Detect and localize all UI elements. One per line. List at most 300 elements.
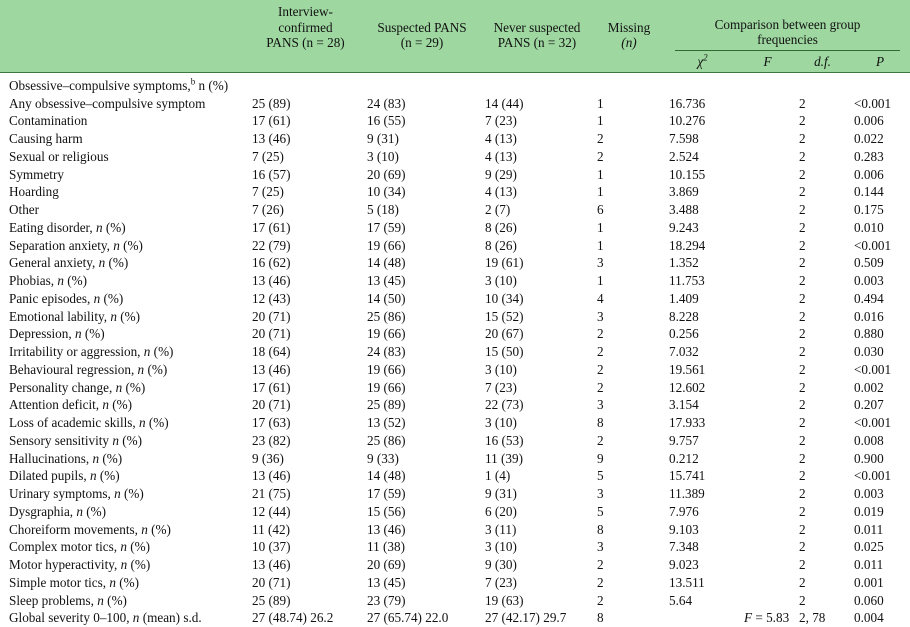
- row-label: Separation anxiety, n (%): [9, 237, 143, 253]
- row-f-value: [740, 379, 795, 397]
- row-df-value: 2: [799, 148, 806, 164]
- table-row: [0, 219, 910, 237]
- row-label: Hallucinations, n (%): [9, 450, 123, 466]
- row-f-value: [740, 574, 795, 592]
- row-group2-value: 20 (69): [367, 557, 406, 573]
- row-group3-value: 2 (7): [485, 202, 511, 218]
- row-group2-value: 19 (66): [367, 379, 406, 395]
- row-group2-value: 25 (89): [367, 397, 406, 413]
- row-group1-value: 18 (64): [252, 344, 291, 360]
- row-group3-value: 16 (53): [485, 432, 524, 448]
- row-p-value: <0.001: [854, 95, 892, 111]
- row-df-value: 2: [799, 521, 806, 537]
- row-group1-value: 17 (61): [252, 113, 291, 129]
- header-sub-blank1: [0, 53, 248, 73]
- row-group1-value: 22 (79): [252, 237, 291, 253]
- row-df-value: 2: [799, 308, 806, 324]
- row-group1-value: 27 (48.74) 26.2: [252, 610, 334, 626]
- table-row: [0, 485, 910, 503]
- row-label: Hoarding: [9, 184, 59, 200]
- row-label: Behavioural regression, n (%): [9, 361, 168, 377]
- row-df-value: 2: [799, 468, 806, 484]
- row-df-value: 2, 78: [799, 610, 826, 626]
- row-f-value: [740, 521, 795, 539]
- table-row: [0, 308, 910, 326]
- row-missing-value: 8: [597, 521, 604, 537]
- row-p-value: [850, 72, 910, 94]
- row-group1-value: 17 (63): [252, 415, 291, 431]
- row-group1-value: 17 (61): [252, 219, 291, 235]
- row-df-value: 2: [799, 486, 806, 502]
- row-group1-value: 13 (46): [252, 131, 291, 147]
- row-f-value: [740, 325, 795, 343]
- row-missing-value: 2: [597, 557, 604, 573]
- row-df-value: 2: [799, 450, 806, 466]
- row-df-value: 2: [799, 503, 806, 519]
- row-f-value: [740, 396, 795, 414]
- row-f-value: [740, 219, 795, 237]
- row-df-value: 2: [799, 574, 806, 590]
- row-label: Other: [9, 202, 40, 218]
- row-group3-value: 4 (13): [485, 184, 517, 200]
- table-row: [0, 290, 910, 308]
- row-group2-value: 9 (31): [367, 131, 399, 147]
- row-p-value: 0.003: [854, 486, 884, 502]
- header-group2: Suspected PANS (n = 29): [363, 0, 481, 53]
- table-row: [0, 414, 910, 432]
- row-group2-value: 14 (48): [367, 468, 406, 484]
- row-df-value: 2: [799, 184, 806, 200]
- row-p-value: 0.006: [854, 166, 884, 182]
- row-group1-value: 12 (43): [252, 290, 291, 306]
- header-sub-blank5: [593, 53, 665, 73]
- row-group1-value: 7 (26): [252, 202, 284, 218]
- table-row: [0, 148, 910, 166]
- row-missing-value: 5: [597, 468, 604, 484]
- row-missing-value: 2: [597, 592, 604, 608]
- row-missing-value: 2: [597, 574, 604, 590]
- row-group3-value: [481, 72, 593, 94]
- row-label: Personality change, n (%): [9, 379, 146, 395]
- row-label: Sleep problems, n (%): [9, 592, 127, 608]
- row-missing-value: 1: [597, 219, 604, 235]
- row-group3-value: 1 (4): [485, 468, 511, 484]
- row-missing-value: 6: [597, 202, 604, 218]
- row-p-value: 0.019: [854, 503, 884, 519]
- row-label: Any obsessive–compulsive symptom: [9, 95, 206, 111]
- row-group2-value: 19 (66): [367, 326, 406, 342]
- row-group3-value: 4 (13): [485, 148, 517, 164]
- row-p-value: 0.030: [854, 344, 884, 360]
- row-p-value: 0.060: [854, 592, 884, 608]
- row-f-value: [740, 183, 795, 201]
- row-label: Depression, n (%): [9, 326, 105, 342]
- table-row: [0, 432, 910, 450]
- row-p-value: 0.016: [854, 308, 884, 324]
- table-row: [0, 130, 910, 148]
- row-chi-value: 11.389: [669, 486, 705, 502]
- row-group2-value: 5 (18): [367, 202, 399, 218]
- row-group1-value: 25 (89): [252, 592, 291, 608]
- header-group1: Interview-confirmed PANS (n = 28): [248, 0, 363, 53]
- row-group2-value: 13 (46): [367, 521, 406, 537]
- row-group2-value: 27 (65.74) 22.0: [367, 610, 449, 626]
- row-missing-value: 2: [597, 361, 604, 377]
- row-f-value: [740, 503, 795, 521]
- row-label: Simple motor tics, n (%): [9, 574, 140, 590]
- row-group1-value: 13 (46): [252, 361, 291, 377]
- row-df-value: 2: [799, 113, 806, 129]
- header-label-col: [0, 0, 248, 53]
- row-f-value: [740, 201, 795, 219]
- table-row: [0, 343, 910, 361]
- row-missing-value: 1: [597, 95, 604, 111]
- header-f: F: [740, 53, 795, 73]
- row-df-value: 2: [799, 202, 806, 218]
- row-missing-value: 5: [597, 503, 604, 519]
- table-row: [0, 237, 910, 255]
- row-group3-value: 22 (73): [485, 397, 524, 413]
- row-chi-value: 17.933: [669, 415, 706, 431]
- row-f-value: [740, 254, 795, 272]
- row-df-value: 2: [799, 557, 806, 573]
- row-p-value: 0.175: [854, 202, 884, 218]
- row-chi-value: 0.256: [669, 326, 699, 342]
- row-group3-value: 7 (23): [485, 379, 517, 395]
- row-chi-value: 18.294: [669, 237, 706, 253]
- table-row: [0, 556, 910, 574]
- row-df-value: 2: [799, 273, 806, 289]
- row-chi-value: 19.561: [669, 361, 706, 377]
- row-df-value: 2: [799, 397, 806, 413]
- header-chi-square: $\chi^2$: [665, 53, 740, 73]
- table-body: [0, 72, 910, 627]
- row-f-value: [740, 290, 795, 308]
- row-chi-value: 5.64: [669, 592, 693, 608]
- row-chi-value: 8.228: [669, 308, 699, 324]
- table-row: [0, 379, 910, 397]
- header-row-sub: [0, 53, 910, 73]
- row-df-value: [795, 72, 850, 94]
- header-sub-blank2: [248, 53, 363, 73]
- row-missing-value: 2: [597, 131, 604, 147]
- row-p-value: 0.207: [854, 397, 884, 413]
- header-p: P: [850, 53, 910, 73]
- row-missing-value: 2: [597, 432, 604, 448]
- row-chi-value: 9.103: [669, 521, 699, 537]
- row-group3-value: 15 (50): [485, 344, 524, 360]
- row-group3-value: 11 (39): [485, 450, 523, 466]
- row-group2-value: 11 (38): [367, 539, 405, 555]
- row-df-value: 2: [799, 290, 806, 306]
- row-chi-value: 15.741: [669, 468, 706, 484]
- row-p-value: <0.001: [854, 237, 892, 253]
- row-group3-value: 8 (26): [485, 219, 517, 235]
- row-group3-value: 3 (10): [485, 273, 517, 289]
- row-group3-value: 7 (23): [485, 113, 517, 129]
- row-df-value: 2: [799, 415, 806, 431]
- row-group3-value: 4 (13): [485, 131, 517, 147]
- row-chi-value: [665, 72, 740, 94]
- row-p-value: 0.022: [854, 131, 884, 147]
- row-p-value: 0.494: [854, 290, 884, 306]
- row-f-value: [740, 467, 795, 485]
- row-chi-value: 7.976: [669, 503, 699, 519]
- row-p-value: 0.006: [854, 113, 884, 129]
- row-group1-value: 20 (71): [252, 308, 291, 324]
- row-chi-value: 10.155: [669, 166, 706, 182]
- row-f-value: [740, 72, 795, 94]
- row-chi-value: 13.511: [669, 574, 705, 590]
- table-row: [0, 450, 910, 468]
- row-label: Emotional lability, n (%): [9, 308, 141, 324]
- row-label: Phobias, n (%): [9, 273, 88, 289]
- row-chi-value: 7.348: [669, 539, 699, 555]
- row-f-value: [740, 95, 795, 113]
- row-group2-value: 16 (55): [367, 113, 406, 129]
- row-missing-value: 1: [597, 166, 604, 182]
- row-f-value: [740, 148, 795, 166]
- row-f-value: F = 5.83: [744, 610, 790, 626]
- row-f-value: [740, 414, 795, 432]
- row-group1-value: 7 (25): [252, 184, 284, 200]
- row-p-value: 0.011: [854, 521, 884, 537]
- row-chi-value: 12.602: [669, 379, 706, 395]
- row-chi-value: 9.757: [669, 432, 699, 448]
- row-df-value: 2: [799, 95, 806, 111]
- row-group2-value: 10 (34): [367, 184, 406, 200]
- row-missing-value: 2: [597, 344, 604, 360]
- row-chi-value: 11.753: [669, 273, 705, 289]
- table-row: [0, 592, 910, 610]
- row-group2-value: 14 (50): [367, 290, 406, 306]
- table-row: [0, 574, 910, 592]
- row-group2-value: 15 (56): [367, 503, 406, 519]
- row-df-value: 2: [799, 166, 806, 182]
- row-label: Panic episodes, n (%): [9, 290, 124, 306]
- header-group3: Never suspected PANS (n = 32): [481, 0, 593, 53]
- row-group2-value: 23 (79): [367, 592, 406, 608]
- table-row: [0, 396, 910, 414]
- row-group3-value: 8 (26): [485, 237, 517, 253]
- row-f-value: [740, 308, 795, 326]
- table-row: [0, 521, 910, 539]
- row-chi-value: 10.276: [669, 113, 706, 129]
- row-group3-value: 10 (34): [485, 290, 524, 306]
- row-label: Attention deficit, n (%): [9, 397, 133, 413]
- row-missing-value: 9: [597, 450, 604, 466]
- row-group2-value: 3 (10): [367, 148, 399, 164]
- row-group2-value: [363, 72, 481, 94]
- row-label: Choreiform movements, n (%): [9, 521, 171, 537]
- row-group2-value: 19 (66): [367, 237, 406, 253]
- table-row: [0, 325, 910, 343]
- row-df-value: 2: [799, 326, 806, 342]
- row-group2-value: 25 (86): [367, 432, 406, 448]
- row-missing-value: 3: [597, 255, 604, 271]
- table-row: [0, 72, 910, 94]
- table-row: [0, 183, 910, 201]
- row-df-value: 2: [799, 344, 806, 360]
- row-group3-value: 3 (10): [485, 415, 517, 431]
- row-f-value: [740, 343, 795, 361]
- row-f-value: [740, 237, 795, 255]
- row-label: Loss of academic skills, n (%): [9, 415, 169, 431]
- row-group2-value: 25 (86): [367, 308, 406, 324]
- row-missing-value: 3: [597, 397, 604, 413]
- row-missing-value: 8: [597, 415, 604, 431]
- row-missing-value: 4: [597, 290, 604, 306]
- row-group3-value: 27 (42.17) 29.7: [485, 610, 567, 626]
- row-p-value: 0.283: [854, 148, 884, 164]
- row-p-value: <0.001: [854, 361, 892, 377]
- table-row: [0, 361, 910, 379]
- row-df-value: 2: [799, 592, 806, 608]
- header-row-main: [0, 0, 910, 53]
- row-df-value: 2: [799, 237, 806, 253]
- row-group3-value: 6 (20): [485, 503, 517, 519]
- row-label: Causing harm: [9, 131, 83, 147]
- table-row: [0, 112, 910, 130]
- row-f-value: [740, 538, 795, 556]
- row-f-value: [740, 556, 795, 574]
- row-group2-value: 13 (45): [367, 574, 406, 590]
- row-df-value: 2: [799, 432, 806, 448]
- row-group1-value: 25 (89): [252, 95, 291, 111]
- row-f-value: [740, 361, 795, 379]
- row-group1-value: 21 (75): [252, 486, 291, 502]
- row-group1-value: 13 (46): [252, 557, 291, 573]
- row-f-value: [740, 130, 795, 148]
- row-group3-value: 9 (31): [485, 486, 517, 502]
- table-row: [0, 95, 910, 113]
- row-chi-value: 3.154: [669, 397, 699, 413]
- row-group2-value: 13 (52): [367, 415, 406, 431]
- row-f-value: [740, 166, 795, 184]
- row-p-value: 0.900: [854, 450, 884, 466]
- row-label: General anxiety, n (%): [9, 255, 129, 271]
- row-label: Complex motor tics, n (%): [9, 539, 151, 555]
- row-f-value: [740, 485, 795, 503]
- table-row: [0, 254, 910, 272]
- row-chi-value: 7.598: [669, 131, 699, 147]
- row-group2-value: 13 (45): [367, 273, 406, 289]
- row-p-value: 0.025: [854, 539, 884, 555]
- table-row: [0, 538, 910, 556]
- row-missing-value: 1: [597, 237, 604, 253]
- table-row: [0, 166, 910, 184]
- row-group2-value: 17 (59): [367, 219, 406, 235]
- row-p-value: 0.880: [854, 326, 884, 342]
- row-group1-value: 20 (71): [252, 574, 291, 590]
- row-f-value: [740, 450, 795, 468]
- header-df: d.f.: [795, 53, 850, 73]
- row-p-value: <0.001: [854, 468, 892, 484]
- row-f-value: [740, 592, 795, 610]
- row-missing-value: 2: [597, 148, 604, 164]
- row-label: Dilated pupils, n (%): [9, 468, 120, 484]
- row-label: Irritability or aggression, n (%): [9, 344, 174, 360]
- row-df-value: 2: [799, 255, 806, 271]
- row-group3-value: 9 (30): [485, 557, 517, 573]
- row-df-value: 2: [799, 131, 806, 147]
- row-group2-value: 17 (59): [367, 486, 406, 502]
- row-group2-value: 24 (83): [367, 344, 406, 360]
- row-chi-value: 3.488: [669, 202, 699, 218]
- row-label: Motor hyperactivity, n (%): [9, 557, 151, 573]
- row-group3-value: 19 (63): [485, 592, 524, 608]
- row-group1-value: 7 (25): [252, 148, 284, 164]
- row-chi-value: 9.023: [669, 557, 699, 573]
- row-p-value: 0.004: [854, 610, 884, 626]
- row-group3-value: 3 (11): [485, 521, 517, 537]
- row-missing-value: 2: [597, 326, 604, 342]
- header-sub-blank4: [481, 53, 593, 73]
- row-p-value: 0.144: [854, 184, 884, 200]
- row-group3-value: 19 (61): [485, 255, 524, 271]
- row-missing-value: 3: [597, 486, 604, 502]
- table-header: [0, 0, 910, 72]
- row-group2-value: 14 (48): [367, 255, 406, 271]
- row-group1-value: 16 (62): [252, 255, 291, 271]
- row-chi-value: 2.524: [669, 148, 699, 164]
- row-group1-value: 20 (71): [252, 397, 291, 413]
- row-missing-value: 3: [597, 308, 604, 324]
- row-p-value: 0.509: [854, 255, 884, 271]
- row-group3-value: 3 (10): [485, 361, 517, 377]
- table-row: [0, 201, 910, 219]
- row-p-value: 0.002: [854, 379, 884, 395]
- row-group1-value: 13 (46): [252, 468, 291, 484]
- row-group3-value: 7 (23): [485, 574, 517, 590]
- row-group3-value: 20 (67): [485, 326, 524, 342]
- row-group2-value: 19 (66): [367, 361, 406, 377]
- row-missing-value: [593, 72, 665, 94]
- row-group1-value: 17 (61): [252, 379, 291, 395]
- row-label: Sexual or religious: [9, 148, 109, 164]
- row-group1-value: 20 (71): [252, 326, 291, 342]
- table-row: [0, 609, 910, 627]
- row-chi-value: 7.032: [669, 344, 699, 360]
- row-missing-value: 3: [597, 539, 604, 555]
- row-chi-value: 1.352: [669, 255, 699, 271]
- row-label: Obsessive–compulsive symptoms,$^b$ n (%): [9, 76, 229, 93]
- row-p-value: 0.008: [854, 432, 884, 448]
- row-p-value: 0.001: [854, 574, 884, 590]
- row-chi-value: 9.243: [669, 219, 699, 235]
- header-comparison: Comparison between group frequencies: [665, 0, 910, 53]
- table-row: [0, 467, 910, 485]
- row-group1-value: 23 (82): [252, 432, 291, 448]
- table-row: [0, 503, 910, 521]
- row-label: Sensory sensitivity n (%): [9, 432, 142, 448]
- row-group1-value: 12 (44): [252, 503, 291, 519]
- row-group1-value: 13 (46): [252, 273, 291, 289]
- row-group2-value: 20 (69): [367, 166, 406, 182]
- row-f-value: [740, 272, 795, 290]
- row-df-value: 2: [799, 539, 806, 555]
- row-chi-value: 1.409: [669, 290, 699, 306]
- row-f-value: [740, 432, 795, 450]
- row-label: Symmetry: [9, 166, 64, 182]
- row-p-value: 0.003: [854, 273, 884, 289]
- row-group3-value: 9 (29): [485, 166, 517, 182]
- row-missing-value: 1: [597, 113, 604, 129]
- row-chi-value: 16.736: [669, 95, 706, 111]
- row-group1-value: 11 (42): [252, 521, 290, 537]
- row-missing-value: 8: [597, 610, 604, 626]
- row-group2-value: 24 (83): [367, 95, 406, 111]
